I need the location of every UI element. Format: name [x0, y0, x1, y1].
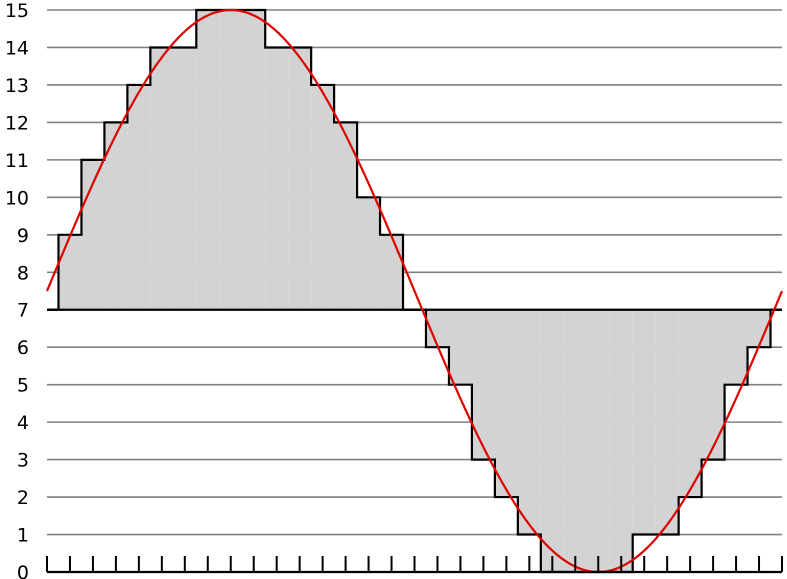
- quantized-bar: [610, 310, 633, 572]
- y-tick-label: 1: [16, 524, 29, 547]
- y-tick-label: 12: [4, 112, 29, 135]
- quantized-bar: [380, 235, 403, 310]
- quantized-bar: [587, 310, 610, 572]
- quantized-bar: [196, 10, 219, 310]
- quantized-bar: [58, 235, 81, 310]
- quantized-bar: [472, 310, 495, 460]
- quantized-bar: [679, 310, 702, 497]
- y-tick-label: 5: [16, 374, 29, 397]
- quantized-bar: [357, 197, 380, 309]
- quantized-bar: [173, 47, 196, 309]
- y-tick-label: 4: [16, 412, 29, 435]
- y-tick-labels: [5, 0, 29, 579]
- quantized-bar: [656, 310, 679, 535]
- y-tick-label: 2: [16, 487, 29, 510]
- quantized-bar: [633, 310, 656, 535]
- quantized-bar: [564, 310, 587, 572]
- y-tick-label: 11: [4, 149, 29, 172]
- quantized-bar: [449, 310, 472, 385]
- quantized-bar: [242, 10, 265, 310]
- quantized-bar: [495, 310, 518, 497]
- y-tick-label: 13: [4, 74, 29, 97]
- y-tick-label: 15: [4, 0, 29, 22]
- quantized-bar: [518, 310, 541, 535]
- y-tick-label: 14: [4, 37, 29, 60]
- y-tick-label: 6: [16, 337, 29, 360]
- quantized-bar: [127, 85, 150, 310]
- quantized-bar: [219, 10, 242, 310]
- quantized-bar: [725, 310, 748, 385]
- y-tick-label: 0: [16, 562, 29, 579]
- quantized-bar: [311, 85, 334, 310]
- x-axis: [47, 556, 782, 572]
- quantized-bar: [288, 47, 311, 309]
- y-tick-label: 9: [16, 224, 29, 247]
- quantized-bar: [702, 310, 725, 460]
- quantized-bar: [265, 47, 288, 309]
- quantized-bar: [541, 310, 564, 572]
- y-tick-label: 3: [16, 449, 29, 472]
- y-tick-label: 8: [16, 262, 29, 285]
- quantized-bar: [150, 47, 173, 309]
- y-tick-label: 7: [16, 299, 29, 322]
- y-tick-label: 10: [4, 187, 29, 210]
